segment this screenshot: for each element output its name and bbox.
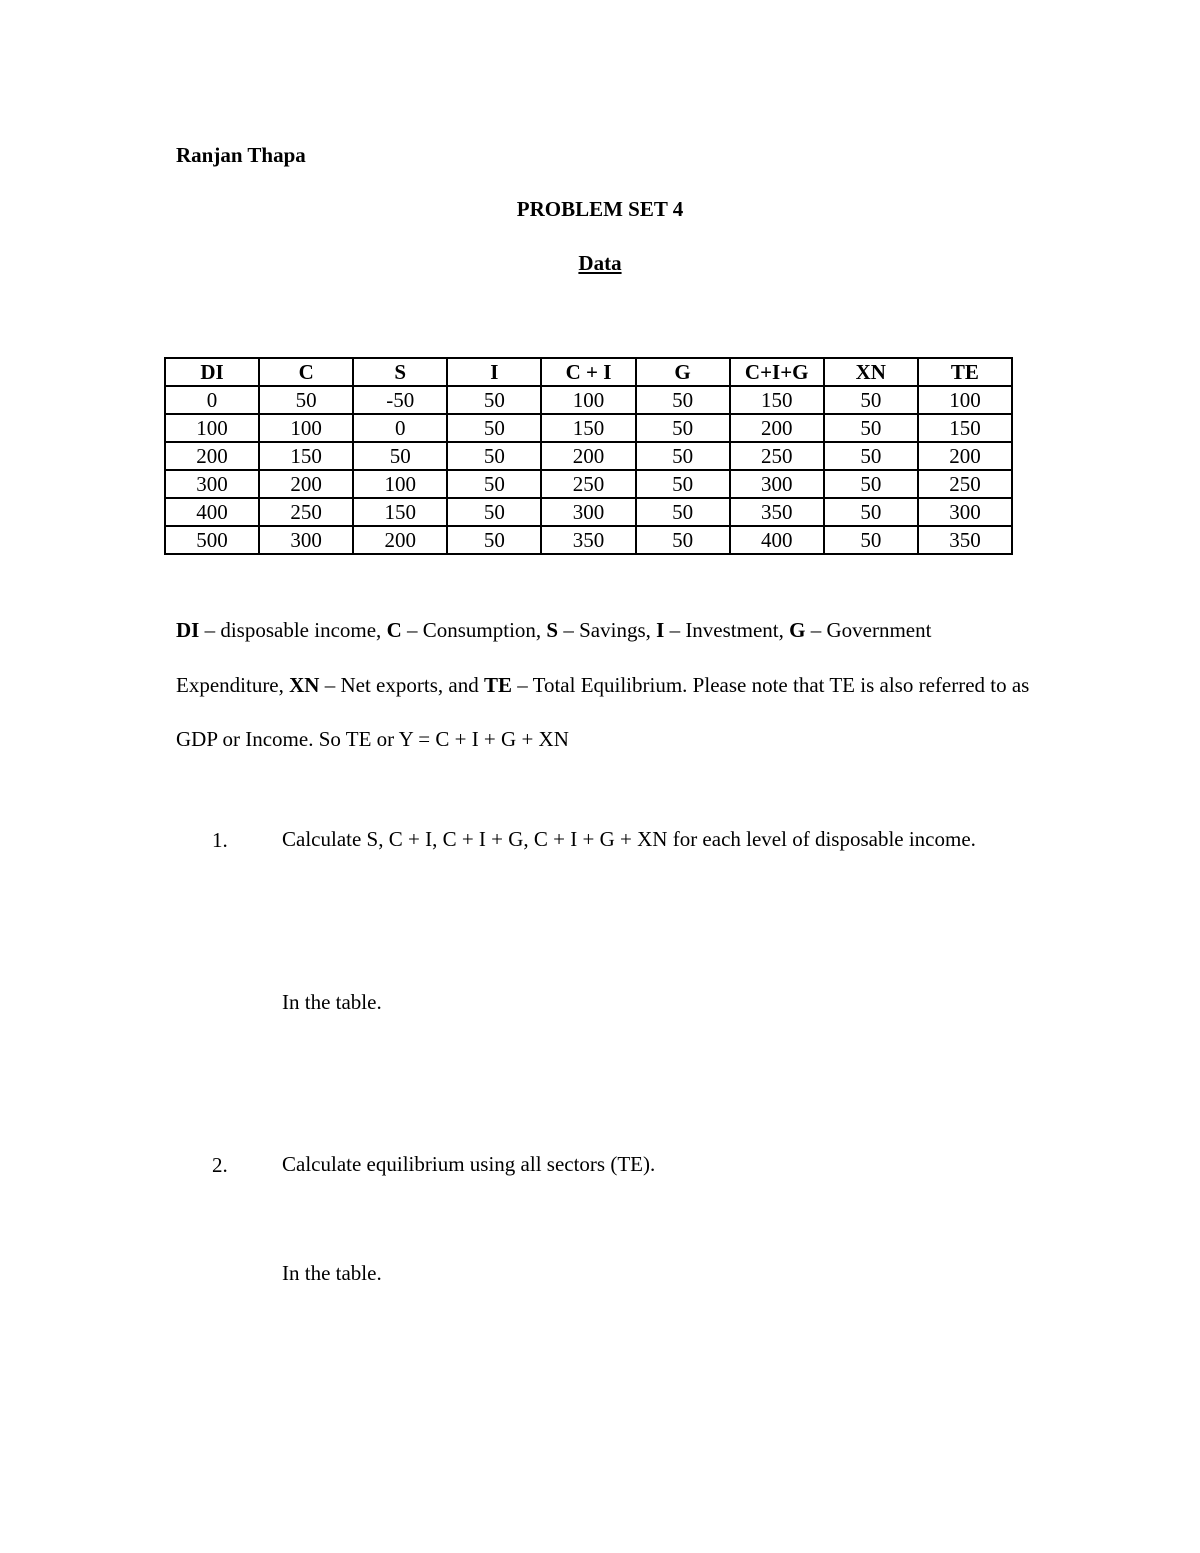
table-cell: 150 [259, 442, 353, 470]
header-xn: XN [824, 358, 918, 386]
table-cell: 350 [541, 526, 635, 554]
table-cell: 350 [918, 526, 1012, 554]
table-row [165, 386, 1012, 414]
data-table [164, 357, 1013, 555]
table-cell: 50 [636, 526, 730, 554]
table-cell: 150 [918, 414, 1012, 442]
legend-desc: – Net exports, and [319, 672, 484, 697]
table-cell: 50 [447, 498, 541, 526]
table-row [165, 470, 1012, 498]
table-cell: 50 [636, 470, 730, 498]
table-row [165, 498, 1012, 526]
legend-term: XN [289, 672, 320, 697]
table-cell: 100 [918, 386, 1012, 414]
question-2-answer: In the table. [282, 1261, 382, 1285]
table-cell: 50 [447, 470, 541, 498]
question-2-number: 2. [212, 1153, 228, 1177]
table-cell: 50 [824, 526, 918, 554]
table-cell: 400 [730, 526, 824, 554]
table-cell: 200 [541, 442, 635, 470]
table-cell: 50 [824, 386, 918, 414]
legend-term: G [789, 618, 806, 642]
table-cell: 300 [730, 470, 824, 498]
table-cell: 50 [447, 414, 541, 442]
legend-term: S [546, 618, 559, 642]
table-cell: 200 [918, 442, 1012, 470]
table-cell: 50 [353, 442, 447, 470]
table-cell: 300 [918, 498, 1012, 526]
table-cell: 50 [824, 442, 918, 470]
author-name: Ranjan Thapa [176, 143, 306, 167]
table-cell: 200 [353, 526, 447, 554]
table-cell: 250 [918, 470, 1012, 498]
legend-term: C [386, 618, 402, 642]
table-cell: 300 [259, 526, 353, 554]
table-cell: 300 [165, 470, 259, 498]
header-c-i-g: C+I+G [730, 358, 824, 386]
header-di: DI [165, 358, 259, 386]
header-c: C [259, 358, 353, 386]
table-cell: 50 [636, 414, 730, 442]
table-cell: 250 [259, 498, 353, 526]
table-cell: -50 [353, 386, 447, 414]
header-g: G [636, 358, 730, 386]
header-c-plus-i: C + I [541, 358, 635, 386]
table-cell: 50 [824, 470, 918, 498]
table-row [165, 442, 1012, 470]
table-cell: 400 [165, 498, 259, 526]
table-cell: 250 [730, 442, 824, 470]
table-cell: 150 [353, 498, 447, 526]
table-cell: 50 [824, 414, 918, 442]
table-row [165, 526, 1012, 554]
table-cell: 50 [636, 386, 730, 414]
table-cell: 50 [824, 498, 918, 526]
legend-term: I [656, 618, 665, 642]
table-cell: 200 [165, 442, 259, 470]
table-cell: 100 [353, 470, 447, 498]
legend-desc: – Investment, [664, 618, 790, 642]
legend-desc: – Consumption, [401, 618, 547, 642]
table-cell: 350 [730, 498, 824, 526]
legend-term: DI [176, 618, 200, 642]
legend-desc: – Total Equilibrium. Please note that TE is also referred to as GDP or Income. So TE or Y = C + I + G + XN [176, 672, 1030, 751]
question-1-number: 1. [212, 828, 228, 852]
table-cell: 150 [541, 414, 635, 442]
legend-term: TE [483, 672, 512, 697]
question-1-text: Calculate S, C + I, C + I + G, C + I + G + XN for each level of disposable income. [282, 827, 976, 851]
legend-desc: – Government Expenditure, [176, 618, 932, 697]
document-title: PROBLEM SET 4 [516, 197, 684, 221]
question-2-text: Calculate equilibrium using all sectors (TE). [282, 1152, 656, 1176]
table-cell: 300 [541, 498, 635, 526]
table-cell: 100 [259, 414, 353, 442]
header-i: I [447, 358, 541, 386]
table-cell: 50 [636, 498, 730, 526]
data-heading: Data [578, 251, 622, 275]
table-row [165, 414, 1012, 442]
legend-desc: – disposable income, [199, 618, 387, 642]
table-cell: 50 [447, 442, 541, 470]
table-cell: 50 [447, 386, 541, 414]
header-te: TE [918, 358, 1012, 386]
table-cell: 150 [730, 386, 824, 414]
table-cell: 0 [353, 414, 447, 442]
legend-paragraph [176, 603, 1036, 767]
table-cell: 250 [541, 470, 635, 498]
legend-desc: – Savings, [558, 618, 657, 642]
table-cell: 100 [541, 386, 635, 414]
question-1-answer: In the table. [282, 990, 382, 1014]
table-cell: 200 [730, 414, 824, 442]
table-cell: 100 [165, 414, 259, 442]
table-cell: 50 [259, 386, 353, 414]
table-cell: 500 [165, 526, 259, 554]
header-s: S [353, 358, 447, 386]
table-cell: 0 [165, 386, 259, 414]
table-cell: 200 [259, 470, 353, 498]
table-cell: 50 [636, 442, 730, 470]
table-header-row [165, 358, 1012, 386]
table-cell: 50 [447, 526, 541, 554]
